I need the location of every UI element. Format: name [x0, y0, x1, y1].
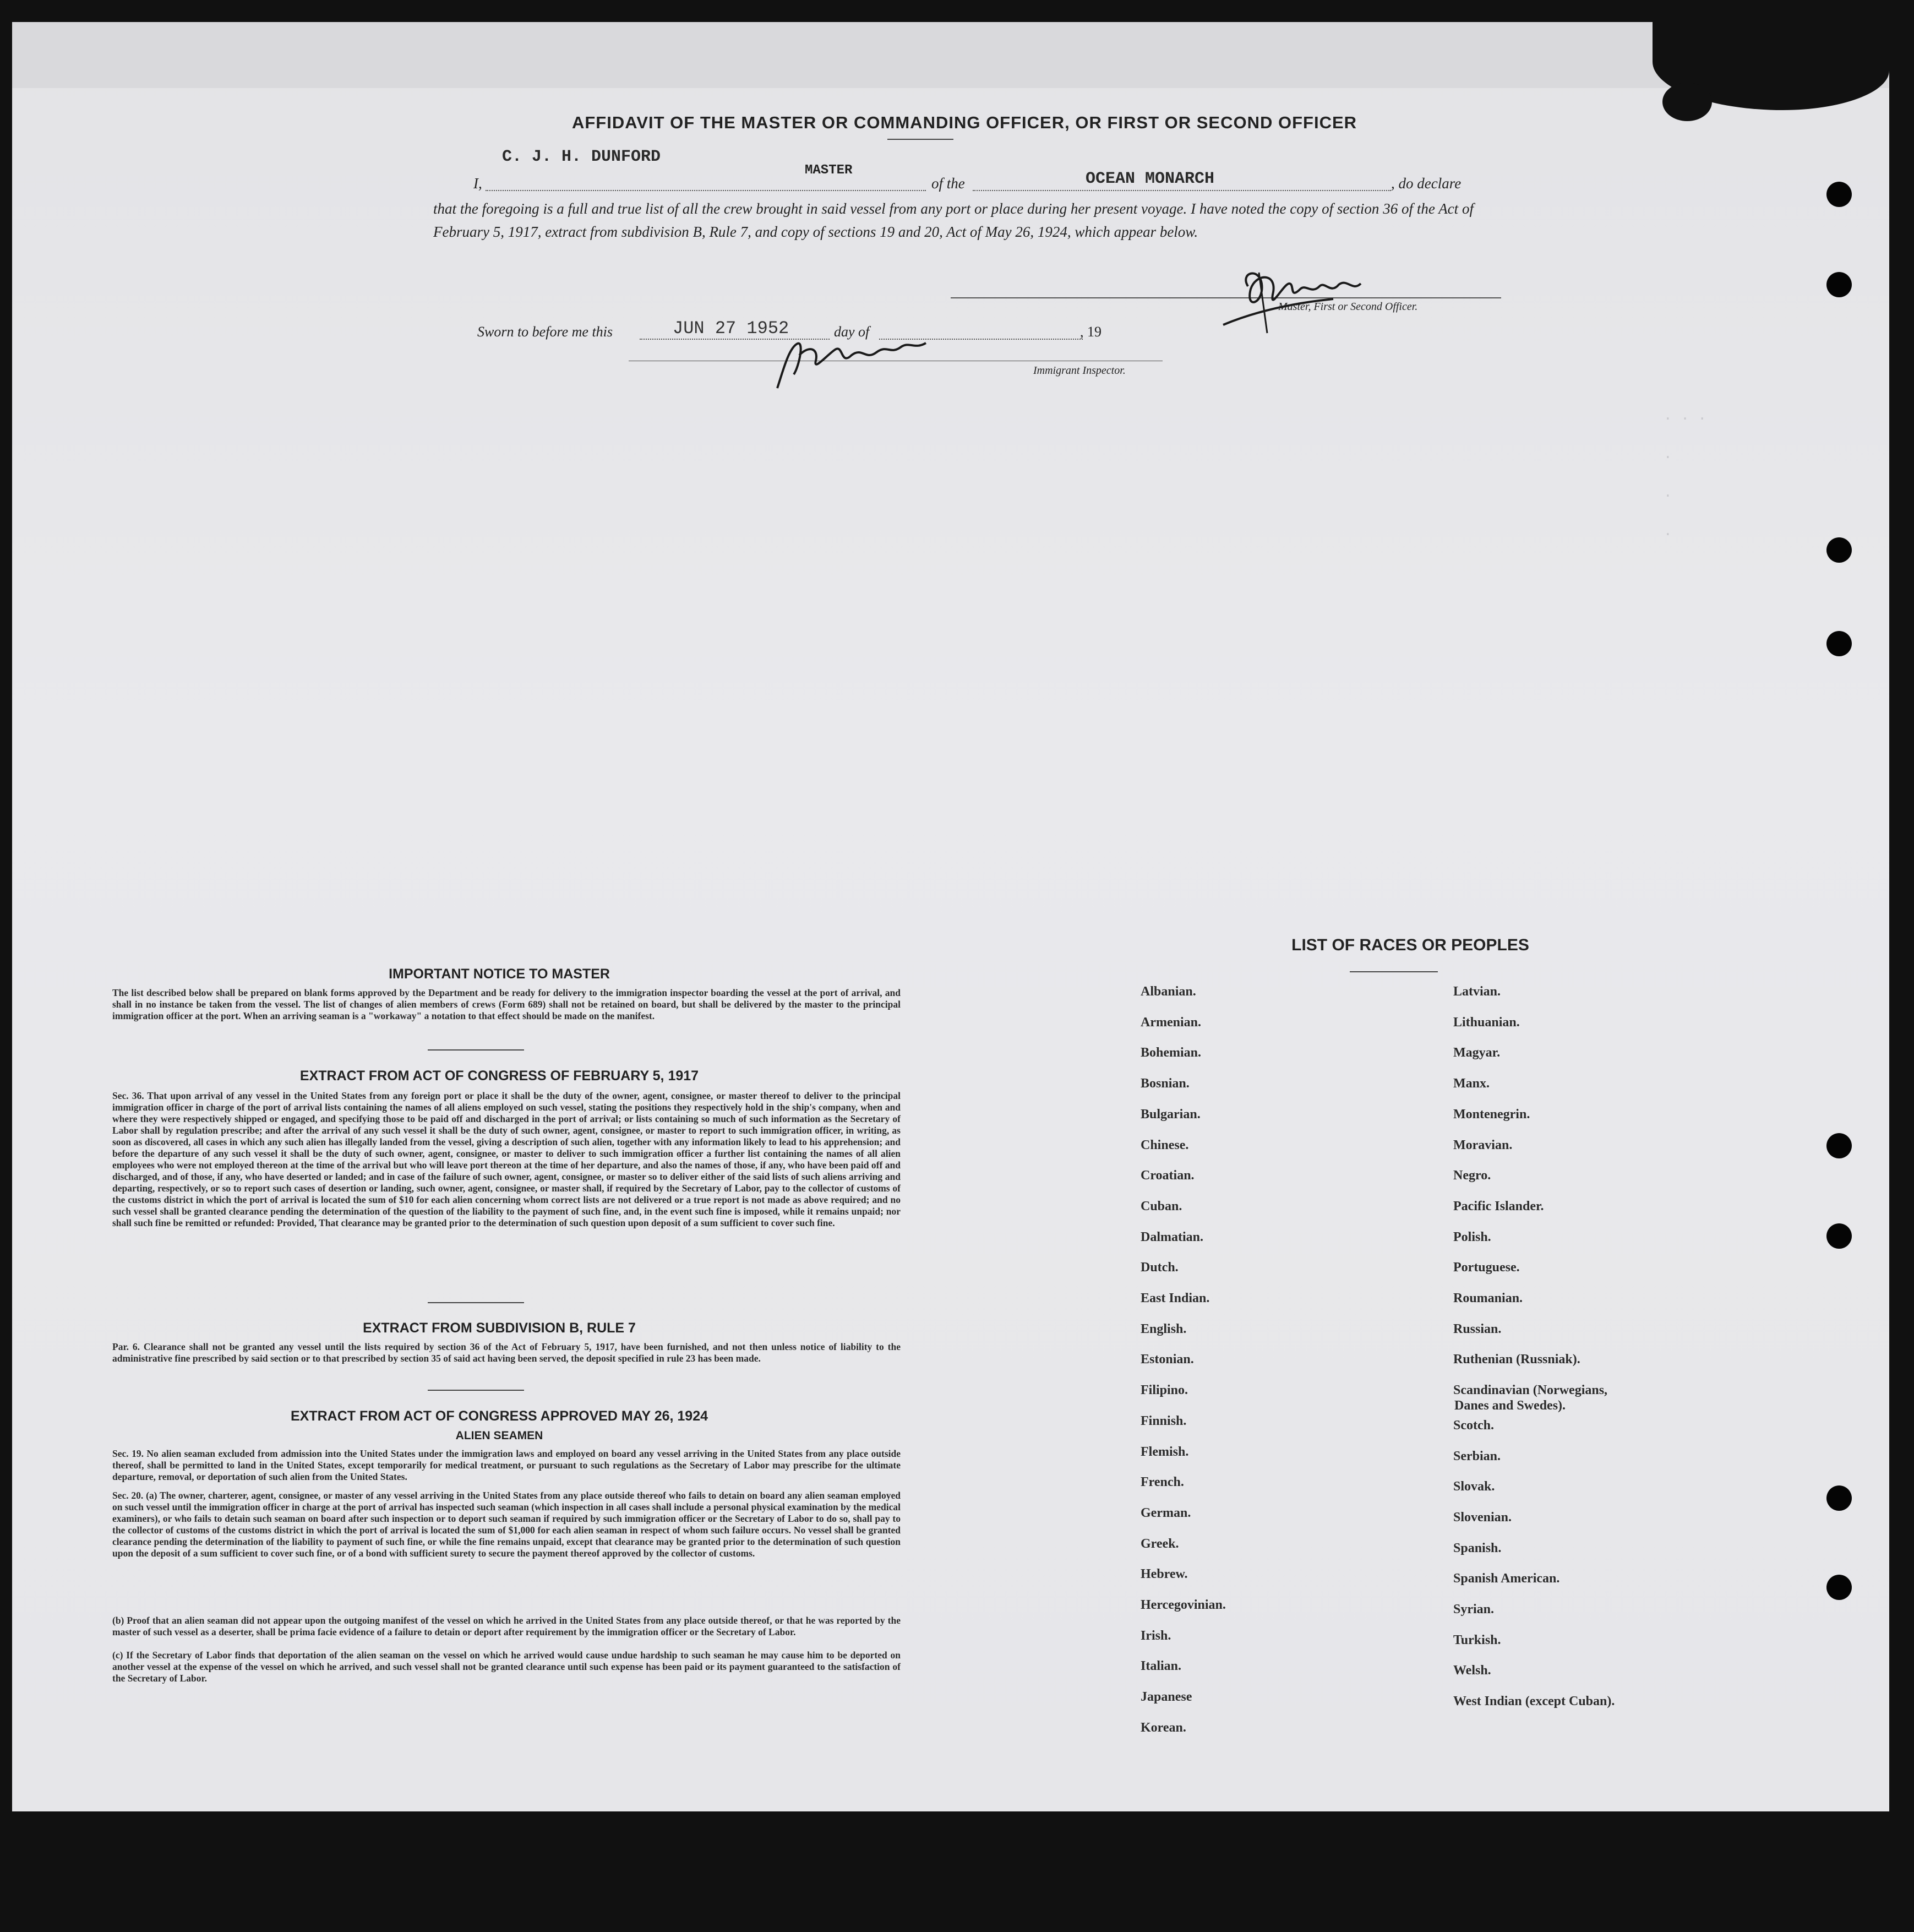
- race-left-item: Albanian.: [1141, 984, 1196, 999]
- extract-rule7-rule: [428, 1390, 524, 1391]
- race-right-item: Portuguese.: [1453, 1260, 1520, 1275]
- race-right-item: Lithuanian.: [1453, 1015, 1520, 1030]
- race-right-extra: Danes and Swedes).: [1454, 1398, 1566, 1413]
- i-label: I,: [473, 175, 482, 192]
- punch-hole: [1826, 1223, 1852, 1249]
- sworn-date-stamp: JUN 27 1952: [673, 318, 789, 339]
- race-left-item: Hercegovinian.: [1141, 1598, 1226, 1612]
- races-title: LIST OF RACES OR PEOPLES: [1291, 936, 1529, 954]
- race-right-item: Serbian.: [1453, 1449, 1501, 1463]
- punch-hole: [1826, 537, 1852, 563]
- punch-hole: [1826, 631, 1852, 656]
- punch-hole: [1826, 272, 1852, 297]
- race-right-item: Scandinavian (Norwegians,: [1453, 1383, 1608, 1398]
- race-left-item: Chinese.: [1141, 1138, 1189, 1152]
- notice-title: IMPORTANT NOTICE TO MASTER: [389, 966, 610, 982]
- race-left-item: Armenian.: [1141, 1015, 1201, 1030]
- race-right-item: Russian.: [1453, 1321, 1502, 1336]
- officer-caption: Master, First or Second Officer.: [1278, 301, 1418, 313]
- burn-mark-2: [1662, 83, 1712, 121]
- race-right-item: Montenegrin.: [1453, 1107, 1530, 1122]
- race-left-item: Bosnian.: [1141, 1076, 1190, 1091]
- sworn-label: Sworn to before me this: [477, 324, 613, 340]
- name-line: [486, 190, 926, 191]
- notice-rule: [428, 1049, 524, 1051]
- master-name-typed: C. J. H. DUNFORD: [502, 148, 661, 166]
- race-right-item: Spanish American.: [1453, 1571, 1560, 1586]
- extract-1924-sec20b: (b) Proof that an alien seaman did not appear upon the outgoing manifest of the vessel on which he arrived in the United States from any place outside thereof, or that he was reported by the master of such vessel as a deserter, shall be prima facie evidence of a failure to detain or deport after requirement by the immigration officer or the Secretary of Labor.: [112, 1615, 901, 1637]
- race-left-item: English.: [1141, 1321, 1187, 1336]
- race-left-item: Croatian.: [1141, 1168, 1195, 1183]
- officer-signature: [1207, 251, 1416, 339]
- race-left-item: Dalmatian.: [1141, 1229, 1203, 1244]
- header-shadow: [12, 22, 1889, 88]
- extract-rule7-body: Par. 6. Clearance shall not be granted any vessel until the lists required by section 36 of the Act of February 5, 1917, have been furnished, and not then unless notice of liability to the administrative fine prescribed by said section or to that prescribed by section 35 of said act having been served, the deposit specified in rule 23 has been made.: [112, 1341, 901, 1364]
- vessel-line: [973, 190, 1391, 191]
- race-left-item: East Indian.: [1141, 1291, 1210, 1305]
- notice-body: The list described below shall be prepared on blank forms approved by the Department and be ready for delivery to the immigration inspector boarding the vessel at the port of arrival, and shall in no instance be taken from the vessel. The list of changes of alien members of crews (Form 689) shall not be retained on board, but shall be delivered by the master to the principal immigration officer at the port. When an arriving seaman is a "workaway" a notation to that effect should be made on the manifest.: [112, 987, 901, 1021]
- race-left-item: Italian.: [1141, 1659, 1182, 1674]
- race-left-item: Flemish.: [1141, 1444, 1189, 1459]
- extract-1924-sec20a: Sec. 20. (a) The owner, charterer, agent, consignee, or master of any vessel arriving in the United States from any place outside thereof who fails to detain on board any alien seaman employed on such vessel until the immigration officer in charge at the port of arrival has inspected such seaman (which inspection in all cases shall include a personal physical examination by the medical examiners), or who fails to detain such seaman on board after such inspection or to deport such seaman if required by such immigration officer or the Secretary of Labor to do so, shall pay to the collector of customs of the customs district in which the port of arrival is located the sum of $1,000 for each alien seaman in respect of whom such failure occurs. No vessel shall be granted clearance pending the determination of the liability to payment of such fine, or while the fine remains unpaid, except that clearance may be granted prior to the determination of such question upon the deposit of a sum sufficient to cover such fine, or of a bond with sufficient surety to secure the payment thereof approved by the collector of customs.: [112, 1490, 901, 1559]
- race-left-item: Korean.: [1141, 1720, 1186, 1735]
- of-the-label: of the: [931, 175, 965, 192]
- race-left-item: German.: [1141, 1505, 1191, 1520]
- race-left-item: Filipino.: [1141, 1383, 1188, 1398]
- document-sheet: [12, 22, 1889, 1811]
- race-left-item: Finnish.: [1141, 1413, 1187, 1428]
- punch-hole: [1826, 1575, 1852, 1600]
- race-right-item: Magyar.: [1453, 1046, 1501, 1060]
- race-left-item: Estonian.: [1141, 1352, 1194, 1367]
- extract-1924-title: EXTRACT FROM ACT OF CONGRESS APPROVED MAY 26, 1924: [290, 1408, 708, 1424]
- extract-1917-rule: [428, 1302, 524, 1303]
- punch-hole: [1826, 1485, 1852, 1511]
- race-right-item: Spanish.: [1453, 1541, 1502, 1555]
- race-right-item: Roumanian.: [1453, 1291, 1523, 1305]
- rank-typed: MASTER: [805, 163, 853, 178]
- race-left-item: Greek.: [1141, 1536, 1179, 1551]
- title-rule: [887, 139, 953, 140]
- race-left-item: French.: [1141, 1475, 1184, 1490]
- race-right-item: Polish.: [1453, 1229, 1491, 1244]
- day-of-label: day of: [834, 324, 870, 340]
- year-label: , 19: [1080, 324, 1101, 340]
- extract-1917-body: Sec. 36. That upon arrival of any vessel in the United States from any foreign port or place it shall be the duty of the owner, agent, consignee, or master thereof to deliver to the principal immigration officer in charge of the port of arrival lists containing the names of all aliens employed on such vessel, stating the positions they respectively hold in the ship's company, when and where they were respectively shipped or engaged, and specifying those to be paid off and discharged in the port of arrival; or lists containing so much of such information as the Secretary of Labor shall by regulation prescribe; and after the arrival of any such vessel it shall be the duty of such owner, agent, consignee, or master to report to such immigration officer, in writing, as soon as discovered, all cases in which any such alien has illegally landed from the vessel, giving a description of such alien, together with any information likely to lead to his apprehension; and before the departure of any such vessel it shall be the duty of such owner, agent, consignee, or master to deliver to such immigration officer a further list containing the names of all alien employees who were not employed thereon at the time of the arrival but who will leave port thereon at the time of her departure, and also the names of those, if any, who have been paid off and discharged, and of those, if any, who have deserted or landed; and in case of the failure of such owner, agent, consignee, or master so to deliver either of the said lists of such aliens arriving and departing, respectively, or so to report such cases of desertion or landing, such owner, agent, consignee, or master shall, if required by the Secretary of Labor, pay to the collector of customs of the customs district in which the port of arrival is located the sum of $10 for each alien concerning whom correct lists are not delivered or a true report is not made as above required; and no such vessel shall be granted clearance pending the determination of the question of the liability to the payment of such fine, and, in the event such fine is imposed, while it remains unpaid; nor shall such fine be remitted or refunded: Provided, That clearance may be granted prior to the determination of such question upon deposit of a sum sufficient to cover such fine.: [112, 1090, 901, 1228]
- extract-1917-title: EXTRACT FROM ACT OF CONGRESS OF FEBRUARY 5, 1917: [299, 1068, 699, 1084]
- race-right-item: Slovenian.: [1453, 1510, 1512, 1525]
- extract-1924-sec20c: (c) If the Secretary of Labor finds that deportation of the alien seaman on the vessel on which he arrived would cause undue hardship to such seaman he may cause him to be deported on another vessel at the expense of the vessel on which he arrived, and such vessel shall not be granted clearance until such expense has been paid or its payment guaranteed to the satisfaction of the Secretary of Labor.: [112, 1650, 901, 1684]
- race-right-item: Slovak.: [1453, 1479, 1495, 1494]
- race-right-item: Moravian.: [1453, 1138, 1513, 1152]
- bleed-through: . . . . . .: [1664, 407, 1707, 540]
- race-left-item: Irish.: [1141, 1628, 1171, 1643]
- alien-seamen-subtitle: ALIEN SEAMEN: [455, 1429, 543, 1442]
- affidavit-body: that the foregoing is a full and true list of all the crew brought in said vessel from any port or place during her present voyage. I have noted the copy of section 36 of the Act of February 5, 1917, extract from subdivision B, Rule 7, and copy of sections 19 and 20, Act of May 26, 1924, which appear below.: [433, 200, 1474, 240]
- punch-hole: [1826, 1133, 1852, 1158]
- race-left-item: Bohemian.: [1141, 1046, 1202, 1060]
- extract-1924-sec19: Sec. 19. No alien seaman excluded from admission into the United States under the immigration laws and employed on board any vessel arriving in the United States from any place outside thereof, shall be permitted to land in the United States, except temporarily for medical treatment, or pursuant to such regulations as the Secretary of Labor may prescribe for the ultimate departure, removal, or deportation of such alien from the United States.: [112, 1448, 901, 1482]
- race-right-item: Negro.: [1453, 1168, 1491, 1183]
- races-rule: [1350, 971, 1438, 972]
- race-right-item: Ruthenian (Russniak).: [1453, 1352, 1580, 1367]
- race-right-item: Welsh.: [1453, 1663, 1491, 1678]
- race-left-item: Cuban.: [1141, 1199, 1182, 1213]
- race-right-item: Scotch.: [1453, 1418, 1494, 1433]
- punch-hole: [1826, 182, 1852, 207]
- race-right-item: Pacific Islander.: [1453, 1199, 1544, 1213]
- race-left-item: Hebrew.: [1141, 1567, 1188, 1582]
- race-right-item: Manx.: [1453, 1076, 1490, 1091]
- race-left-item: Dutch.: [1141, 1260, 1179, 1275]
- inspector-signature: [766, 322, 937, 394]
- race-left-item: Japanese: [1141, 1690, 1192, 1705]
- race-right-item: Syrian.: [1453, 1602, 1495, 1617]
- inspector-caption: Immigrant Inspector.: [1033, 364, 1126, 377]
- vessel-typed: OCEAN MONARCH: [1086, 170, 1215, 188]
- race-right-item: Turkish.: [1453, 1632, 1501, 1647]
- race-right-item: Latvian.: [1453, 984, 1501, 999]
- declare-label: , do declare: [1391, 175, 1462, 192]
- extract-rule7-title: EXTRACT FROM SUBDIVISION B, RULE 7: [363, 1320, 636, 1336]
- affidavit-title: AFFIDAVIT OF THE MASTER OR COMMANDING OFFICER, OR FIRST OR SECOND OFFICER: [571, 113, 1357, 132]
- race-right-item: West Indian (except Cuban).: [1453, 1694, 1615, 1709]
- race-left-item: Bulgarian.: [1141, 1107, 1201, 1122]
